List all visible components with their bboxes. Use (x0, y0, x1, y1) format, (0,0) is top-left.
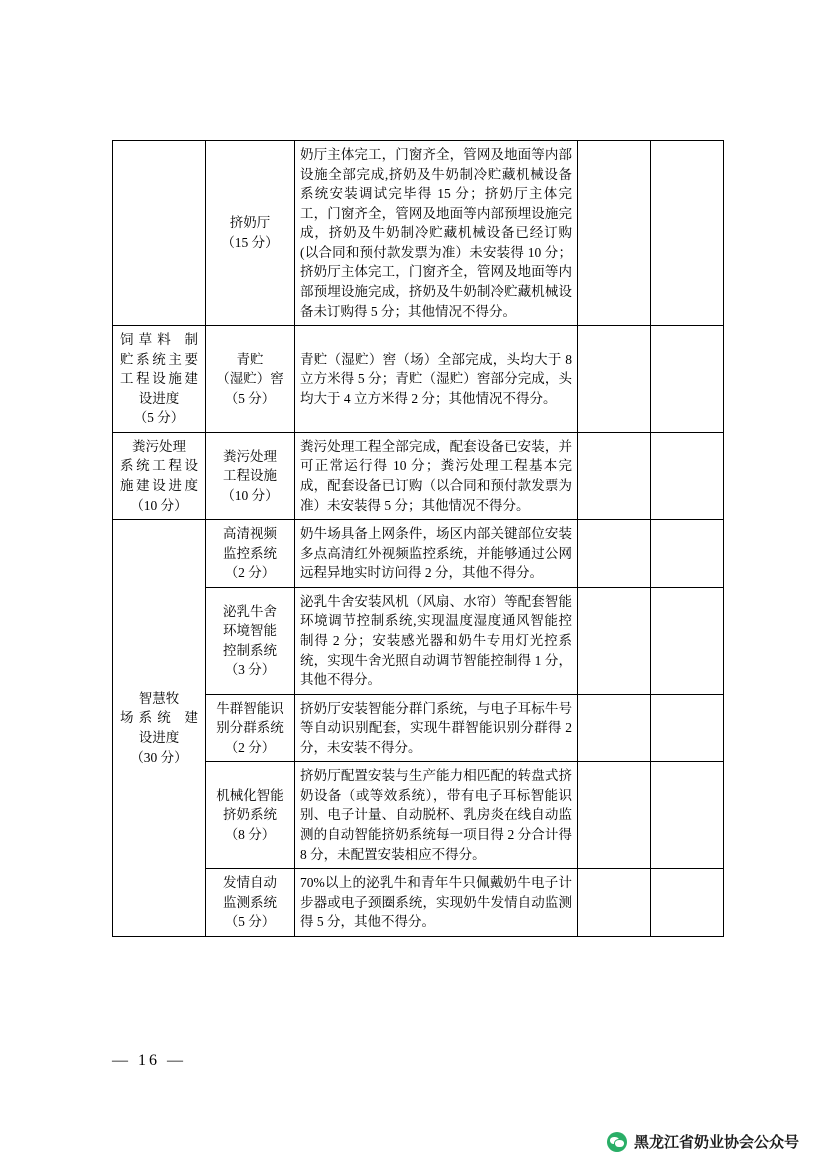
score-input-cell[interactable] (578, 587, 651, 694)
item-cell (206, 762, 295, 869)
table-row (113, 326, 724, 433)
footer-badge-label: 黑龙江省奶业协会公众号 (633, 1134, 799, 1151)
score-input-cell[interactable] (578, 141, 651, 326)
remark-input-cell[interactable] (651, 432, 724, 519)
remark-input-cell[interactable] (651, 326, 724, 433)
item-cell (206, 141, 295, 326)
category-line: 设进度 (138, 390, 180, 406)
item-label-line: 泌乳牛舍 (223, 603, 277, 619)
item-score-line: （3 分） (224, 662, 276, 678)
item-cell (206, 587, 295, 694)
score-input-cell[interactable] (578, 326, 651, 433)
category-line: 系统工程设 (120, 458, 198, 474)
description-cell: 挤奶厅配置安装与生产能力相匹配的转盘式挤奶设备（或等效系统），带有电子耳标智能识别、电子计量、自动脱杯、乳房炎在线自动监测的自动智能挤奶系统每一项目得 2 分合计得 8 分，未配置安装相应不得分。 (295, 762, 578, 869)
item-label-line: 发情自动 (223, 875, 277, 891)
category-score-line: （10 分） (130, 497, 188, 513)
item-cell (206, 694, 295, 762)
score-input-cell[interactable] (578, 694, 651, 762)
description-cell: 奶牛场具备上网条件，场区内部关键部位安装多点高清红外视频监控系统，并能够通过公网远程异地实时访问得 2 分，其他不得分。 (295, 520, 578, 588)
item-score-line: （10 分） (221, 487, 279, 503)
category-score-line: （30 分） (130, 749, 188, 765)
item-label-line: 控制系统 (223, 642, 277, 658)
category-line: 场系统 建 (120, 710, 198, 726)
item-label-line: 挤奶系统 (223, 807, 277, 823)
item-label-line: 环境智能 (223, 623, 277, 639)
category-cell (113, 326, 206, 433)
score-input-cell[interactable] (578, 432, 651, 519)
table-row (113, 141, 724, 326)
item-label-line: 工程设施 (223, 468, 277, 484)
category-line: 饲草料 制 (120, 332, 198, 348)
remark-input-cell[interactable] (651, 869, 724, 937)
item-cell (206, 869, 295, 937)
item-cell (206, 520, 295, 588)
category-score-line: （5 分） (133, 410, 185, 426)
description-cell: 挤奶厅安装智能分群门系统，与电子耳标牛号等自动识别配套，实现牛群智能识别分群得 2 分，未安装不得分。 (295, 694, 578, 762)
item-label-line: 粪污处理 (223, 448, 277, 464)
category-cell (113, 141, 206, 326)
item-label-line: 监控系统 (223, 545, 277, 561)
item-label-line: 监测系统 (223, 894, 277, 910)
item-score-line: （8 分） (224, 827, 276, 842)
remark-input-cell[interactable] (651, 587, 724, 694)
category-line: 设进度 (138, 729, 180, 745)
item-label-line: 青贮 (236, 351, 264, 367)
category-line: 贮系统主要 (120, 351, 198, 367)
score-table (112, 140, 724, 937)
remark-input-cell[interactable] (651, 694, 724, 762)
item-score-line: （2 分） (224, 739, 276, 755)
category-line: 工程设施建 (120, 371, 198, 387)
description-cell: 粪污处理工程全部完成，配套设备已安装，并可正常运行得 10 分；粪污处理工程基本完成，配套设备已订购（以合同和预付款发票为准）未安装得 5 分；其他情况不得分。 (295, 432, 578, 519)
category-cell (113, 520, 206, 937)
description-cell: 奶厅主体完工，门窗齐全，管网及地面等内部设施全部完成,挤奶及牛奶制冷贮藏机械设备系统安装调试完毕得 15 分；挤奶厅主体完工，门窗齐全，管网及地面等内部预埋设施完成，挤奶及牛奶制冷贮藏机械设备已经订购(以合同和预付款发票为准）未安装得 10 分；挤奶厅主体完工，门窗齐全，管网及地面等内部预埋设施完成，挤奶及牛奶制冷贮藏机械设备未订购得 5 分；其他情况不得分。 (295, 141, 578, 326)
item-label-line: 挤奶厅 (229, 215, 271, 231)
category-line: 粪污处理 (132, 438, 186, 454)
item-score-line: （5 分） (224, 390, 276, 406)
score-input-cell[interactable] (578, 869, 651, 937)
item-score-line: （2 分） (224, 565, 276, 581)
remark-input-cell[interactable] (651, 762, 724, 869)
category-line: 智慧牧 (138, 690, 180, 706)
remark-input-cell[interactable] (651, 141, 724, 326)
score-input-cell[interactable] (578, 762, 651, 869)
item-label-line: 牛群智能识 (216, 700, 284, 716)
item-cell (206, 432, 295, 519)
remark-input-cell[interactable] (651, 520, 724, 588)
item-label-line: 别分群系统 (216, 720, 284, 736)
item-label-line: 高清视频 (223, 526, 277, 542)
description-cell: 青贮（湿贮）窖（场）全部完成，头均大于 8 立方米得 5 分；青贮（湿贮）窖部分完成，头均大于 4 立方米得 2 分；其他情况不得分。 (295, 326, 578, 433)
score-table-container (112, 140, 716, 937)
category-line: 施建设进度 (120, 478, 198, 493)
item-score-line: （5 分） (224, 914, 276, 930)
item-label-line: 机械化智能 (216, 787, 284, 803)
item-score-line: （15 分） (221, 235, 279, 251)
item-label-line: （湿贮）窖 (216, 371, 284, 387)
page-number: — 16 — (112, 1052, 186, 1069)
table-row (113, 432, 724, 519)
table-row (113, 520, 724, 588)
footer-badge (607, 1131, 799, 1152)
description-cell: 70%以上的泌乳牛和青年牛只佩戴奶牛电子计步器或电子颈圈系统，实现奶牛发情自动监测得 5 分，其他不得分。 (295, 869, 578, 937)
category-cell (113, 432, 206, 519)
item-cell (206, 326, 295, 433)
score-input-cell[interactable] (578, 520, 651, 588)
wechat-icon (607, 1132, 627, 1152)
description-cell: 泌乳牛舍安装风机（风扇、水帘）等配套智能环境调节控制系统,实现温度湿度通风智能控制得 2 分；安装感光器和奶牛专用灯光控系统，实现牛舍光照自动调节智能控制得 1 分，其他不得分。 (295, 587, 578, 694)
